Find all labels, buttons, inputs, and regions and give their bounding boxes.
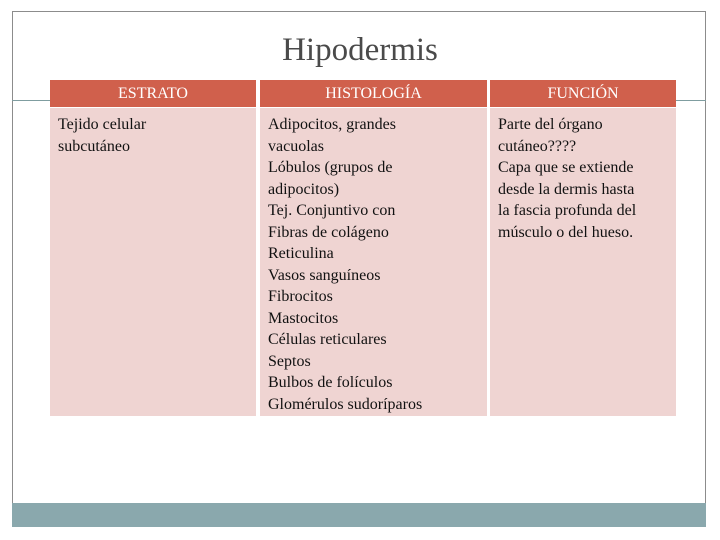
histologia-line: Mastocitos [268,309,339,327]
histologia-line: Adipocitos, grandes [268,116,396,133]
histologia-line: vacuolas [268,137,324,155]
histologia-line: Fibras de colágeno [268,223,389,241]
histologia-line: Septos [268,352,311,370]
histologia-line: Tej. Conjuntivo con [268,202,396,219]
histologia-line: Bulbos de folículos [268,374,393,391]
histologia-line: Fibrocitos [268,288,333,305]
estrato-line: Tejido celular [58,116,147,133]
histologia-cell [260,108,487,416]
title-rule-right [676,100,706,101]
estrato-line: subcutáneo [58,137,130,155]
funcion-line: desde la dermis hasta [498,180,635,198]
histologia-line: Reticulina [268,245,334,262]
histologia-line: adipocitos) [268,180,340,198]
funcion-line: Parte del órgano [498,116,603,133]
funcion-cell [490,108,676,416]
title-rule-left [12,100,50,101]
header-funcion: FUNCIÓN [490,80,676,107]
funcion-line: músculo o del hueso. [498,223,634,241]
funcion-line: la fascia profunda del [498,202,637,219]
histologia-line: Vasos sanguíneos [268,266,381,284]
histologia-line: Células reticulares [268,331,387,348]
slide-title: Hipodermis [282,32,438,68]
histologia-line: Lóbulos (grupos de [268,159,393,176]
header-estrato: ESTRATO [50,80,256,107]
estrato-cell [50,108,256,416]
hipodermis-table [50,80,676,416]
header-histologia: HISTOLOGÍA [260,80,487,107]
footer-bar [12,503,706,527]
funcion-line: Capa que se extiende [498,159,634,176]
funcion-line: cutáneo???? [498,137,577,155]
histologia-line: Glomérulos sudoríparos [268,395,423,413]
